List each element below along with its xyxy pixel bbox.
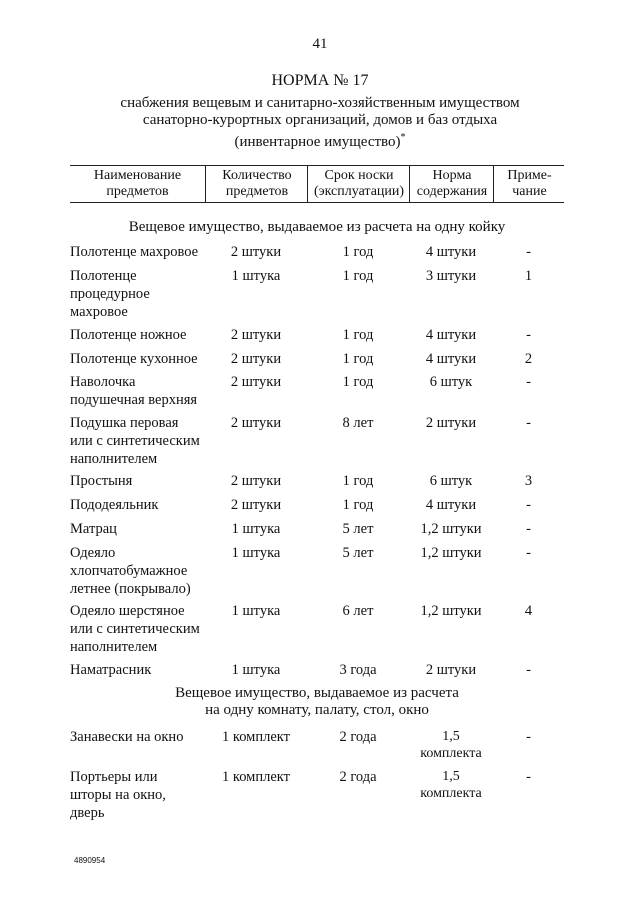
item-note: -: [526, 415, 531, 431]
item-norm: 4 штуки: [425, 327, 477, 343]
item-name: Полотенце ножное: [70, 327, 187, 343]
item-note: 4: [524, 603, 533, 619]
item-name: Подушка перовая или с синтетическим наполнителем: [70, 415, 200, 467]
item-name: Пододеяльник: [70, 497, 159, 513]
section-heading-room: Вещевое имущество, выдаваемое из расчета на одну комнату, палату, стол, окно: [175, 685, 459, 718]
item-norm: 1,2 штуки: [420, 603, 482, 619]
item-note: -: [526, 244, 531, 260]
item-term: 1 год: [342, 497, 374, 513]
page-number: 41: [312, 36, 328, 52]
subtitle-line: снабжения вещевым и санитарно-хозяйственным имуществом: [120, 95, 520, 111]
item-name: Матрац: [70, 521, 117, 537]
header-term: Срок носки (эксплуатации): [307, 166, 410, 202]
item-quantity: 1 штука: [231, 603, 281, 619]
item-note: -: [526, 374, 531, 390]
item-note: 3: [524, 473, 533, 489]
item-term: 2 года: [339, 769, 377, 785]
item-name: Наволочка подушечная верхняя: [70, 374, 198, 408]
item-term: 1 год: [342, 244, 374, 260]
item-quantity: 1 штука: [231, 662, 281, 678]
table-header: [70, 165, 564, 203]
item-name: Полотенце процедурное махровое: [70, 268, 150, 320]
item-quantity: 2 штуки: [230, 473, 282, 489]
item-term: 1 год: [342, 473, 374, 489]
item-name: Простыня: [70, 473, 133, 489]
item-name: Одеяло шерстяное или с синтетическим наполнителем: [70, 603, 200, 655]
item-norm: 1,2 штуки: [420, 521, 482, 537]
item-term: 1 год: [342, 374, 374, 390]
footnote-mark: *: [400, 132, 406, 143]
item-norm: 4 штуки: [425, 244, 477, 260]
item-name: Одеяло хлопчатобумажное летнее (покрывало): [70, 545, 191, 597]
item-name: Полотенце махровое: [70, 244, 199, 260]
header-note: Приме- чание: [493, 166, 565, 202]
item-note: -: [526, 521, 531, 537]
footer-code: 4890954: [74, 856, 106, 865]
item-quantity: 2 штуки: [230, 497, 282, 513]
header-name: Наименование предметов: [93, 168, 182, 199]
document-title: НОРМА № 17: [271, 72, 369, 89]
item-term: 1 год: [342, 268, 374, 284]
subtitle-line-text: (инвентарное имущество): [234, 134, 401, 150]
item-note: -: [526, 729, 531, 745]
item-norm: 1,5 комплекта: [420, 729, 482, 761]
item-quantity: 1 штука: [231, 268, 281, 284]
item-quantity: 1 штука: [231, 521, 281, 537]
subtitle-line: [0, 129, 640, 151]
item-note: 2: [524, 351, 533, 367]
item-term: 5 лет: [342, 521, 374, 537]
item-quantity: 1 комплект: [222, 769, 290, 785]
header-norm: Норма содержания: [409, 166, 494, 202]
item-name: Занавески на окно: [70, 729, 184, 745]
item-note: 1: [524, 268, 533, 284]
item-term: 2 года: [339, 729, 377, 745]
item-term: 1 год: [342, 351, 374, 367]
item-term: 3 года: [339, 662, 377, 678]
item-term: 6 лет: [342, 603, 374, 619]
item-quantity: 1 штука: [231, 545, 281, 561]
header-quantity: Количество предметов: [205, 166, 308, 202]
item-note: -: [526, 662, 531, 678]
item-name: Полотенце кухонное: [70, 351, 198, 367]
item-term: 5 лет: [342, 545, 374, 561]
document-subtitle: [0, 95, 640, 151]
item-quantity: 2 штуки: [230, 244, 282, 260]
item-note: -: [526, 769, 531, 785]
item-note: -: [526, 497, 531, 513]
item-quantity: 2 штуки: [230, 415, 282, 431]
item-term: 8 лет: [342, 415, 374, 431]
item-note: -: [526, 327, 531, 343]
item-quantity: 1 комплект: [222, 729, 290, 745]
item-name: Портьеры или шторы на окно, дверь: [70, 769, 166, 821]
item-norm: 1,5 комплекта: [420, 769, 482, 801]
item-norm: 4 штуки: [425, 351, 477, 367]
item-norm: 6 штук: [429, 473, 473, 489]
item-note: -: [526, 545, 531, 561]
item-norm: 6 штук: [429, 374, 473, 390]
item-name: Наматрасник: [70, 662, 152, 678]
item-quantity: 2 штуки: [230, 351, 282, 367]
item-term: 1 год: [342, 327, 374, 343]
subtitle-line: санаторно-курортных организаций, домов и баз отдыха: [142, 112, 498, 128]
item-quantity: 2 штуки: [230, 374, 282, 390]
item-norm: 2 штуки: [425, 662, 477, 678]
item-norm: 1,2 штуки: [420, 545, 482, 561]
section-heading-bed: Вещевое имущество, выдаваемое из расчета на одну койку: [128, 219, 506, 235]
item-norm: 3 штуки: [425, 268, 477, 284]
item-norm: 4 штуки: [425, 497, 477, 513]
item-norm: 2 штуки: [425, 415, 477, 431]
item-quantity: 2 штуки: [230, 327, 282, 343]
